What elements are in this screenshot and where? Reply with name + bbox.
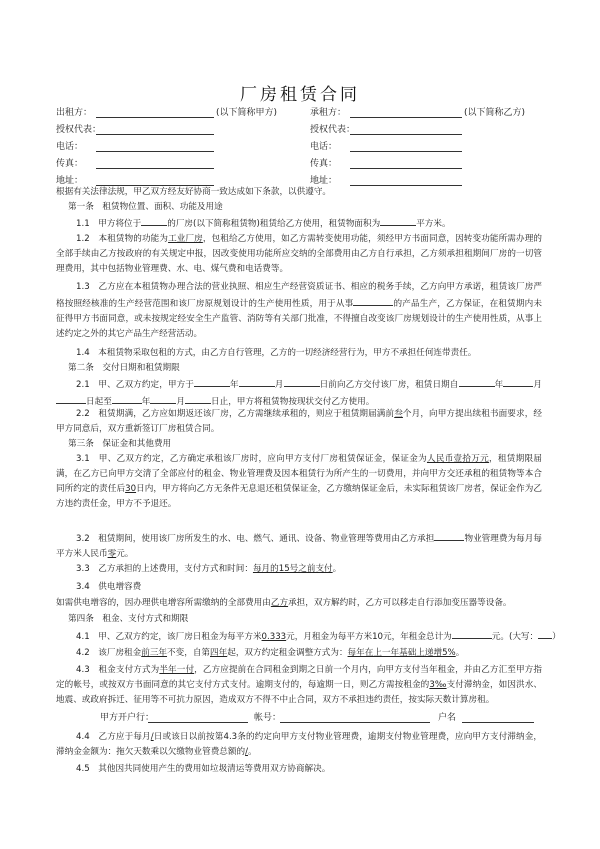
location-blank[interactable] (141, 215, 167, 226)
end-month-blank[interactable] (150, 393, 176, 404)
capacity-fee-payer: 乙方 (270, 598, 289, 608)
product-blank[interactable] (353, 295, 393, 306)
lessee-field (310, 107, 526, 119)
account-name-blank[interactable] (462, 722, 534, 723)
lessee-addr-label: 地址： (310, 176, 338, 186)
clause-4-2-a: 4.2 该厂房租金 (76, 648, 142, 658)
clause-4-2-d: 。 (455, 648, 465, 658)
clause-4-1 (76, 628, 561, 645)
refund-days: 30 (125, 484, 137, 494)
management-fee-value: 零 (107, 549, 117, 559)
clause-4-3 (56, 663, 542, 709)
end-day-blank[interactable] (185, 393, 211, 404)
clause-2-1-j: 日止，甲方将租赁物按现状交付乙方使用。 (211, 397, 375, 407)
bank-field (100, 712, 154, 724)
article-2-heading: 第二条 交付日期和租赁期限 (68, 363, 180, 373)
clause-1-2 (56, 232, 542, 278)
clause-4-3-c: 支付滞纳金，如因洪水、地震、或政府拆迁、征用等不可抗力原因，造成双方不得不中止合同，双方不承担违约责任，按实际天数计算房租。 (56, 680, 542, 705)
start-month-blank[interactable] (503, 376, 533, 387)
clause-4-3-a: 4.3 租金支付方式为 (76, 665, 160, 675)
clause-2-1-h: 年 (141, 397, 151, 407)
clause-2-1-e: 年 (494, 380, 504, 390)
clause-4-4-c: 。 (247, 747, 257, 757)
clause-4-1-c: 元。(大写： (491, 632, 539, 642)
lessor-phone-label: 电话： (56, 142, 84, 152)
account-name-field (438, 712, 456, 724)
annual-rent-blank[interactable] (452, 628, 492, 639)
article-1-heading: 第一条 租赁物位置、面积、功能及用途 (68, 202, 223, 212)
lessor-addr-label: 地址： (56, 176, 84, 186)
end-year-blank[interactable] (112, 393, 142, 404)
clause-2-1-b: 年 (229, 380, 239, 390)
lessee-fax-field (310, 158, 337, 170)
clause-2-2 (56, 407, 542, 437)
clause-3-4-a: 如需供电增容的，因办理供电增容所需缴纳的全部费用由 (56, 598, 271, 608)
renewal-months: 叁 (394, 409, 403, 419)
lessee-suffix: (以下简称乙方) (464, 108, 526, 118)
clause-3-2-b: 物业管理费为每月每平方米人民币 (56, 534, 542, 559)
payment-frequency: 半年一付 (159, 665, 195, 675)
document-title: 厂房租赁合同 (240, 85, 360, 105)
clause-2-1-d: 日前向乙方交付该厂房，租赁日期自 (319, 380, 459, 390)
clause-1-1-a: 1.1 甲方将位于 (76, 219, 142, 229)
function-value: 工业厂房 (168, 234, 203, 244)
clause-2-1 (56, 376, 542, 406)
clause-4-1-d: ） (552, 632, 561, 642)
lessee-blank[interactable] (350, 117, 462, 118)
fee-blank[interactable] (434, 530, 464, 541)
lessee-rep-field (310, 124, 355, 136)
clause-2-1-i: 月 (176, 397, 186, 407)
clause-4-1-a: 4.1 甲、乙双方约定，该厂房日租金为每平方米 (76, 632, 262, 642)
clause-2-2-b: 个月，向甲方提出续租书面要求，经甲方同意后，双方重新签订厂房租赁合同。 (56, 409, 542, 434)
clause-2-1-c: 月 (274, 380, 284, 390)
adjust-year: 四年 (210, 648, 228, 658)
clause-4-2-c: 起，双方约定租金调整方式为： (227, 648, 348, 658)
account-field (254, 712, 281, 724)
account-blank[interactable] (280, 722, 430, 723)
deliver-month-blank[interactable] (239, 376, 275, 387)
clause-4-2 (76, 646, 542, 661)
lessor-fax-label: 传真： (56, 159, 84, 169)
deposit-amount: 人民币壹拾万元 (426, 454, 490, 464)
start-year-blank[interactable] (459, 376, 495, 387)
bank-blank[interactable] (148, 722, 248, 723)
clause-3-2 (56, 530, 542, 560)
clause-4-4 (56, 730, 542, 760)
clause-1-1-b: 的厂房(以下简称租赁物)租赁给乙方使用，租赁物面积为 (167, 219, 381, 229)
clause-1-2-a: 1.2 本租赁物的功能为 (76, 234, 169, 244)
daily-rent-value: 0.333 (261, 632, 287, 642)
clause-2-1-a: 2.1 甲、乙双方约定，甲方于 (76, 380, 194, 390)
clause-3-2-a: 3.2 租赁期间，使用该厂房所发生的水、电、燃气、通讯、设备、物业管理等费用由乙方承担 (76, 534, 435, 544)
lessor-rep-label: 授权代表： (56, 125, 102, 135)
lessor-label: 出租方： (56, 108, 93, 118)
clause-1-3-a: 1.3 乙方应在本租赁物办理合法的营业执照、相应生产经营资质证书、相应的税务手续，乙方向甲方承诺，租赁该厂房严格按照经核准的生产经营范围和该厂房原规划设计的生产使用性质，用于从事 (56, 282, 542, 309)
clause-3-3 (76, 562, 541, 577)
clause-1-1-c: 平方米。 (416, 219, 451, 229)
lessor-rep-field (56, 124, 101, 136)
article-3-heading: 第三条 保证金和其他费用 (68, 439, 172, 449)
account-label: 帐号： (254, 713, 282, 723)
bank-label: 甲方开户行： (100, 713, 155, 723)
clause-3-1-a: 3.1 甲、乙双方约定，乙方确定承租该厂房时，应向甲方支付厂房租赁保证金，保证金为 (76, 454, 427, 464)
clause-3-4 (56, 596, 521, 611)
clause-3-4-b: 承担，双方解约时，乙方可以移走自行添加变压器等设备。 (288, 598, 512, 608)
clause-4-4-b: 日或该日以前按第4.3条的约定向甲方支付物业管理费，逾期支付物业管理费，应向甲方支付滞纳金，滞纳金金额为：拖欠天数乘以欠缴物业管费总额的 (56, 732, 543, 757)
clause-4-1-b: 元，月租金为每平方米10元，年租金总计为 (286, 632, 452, 642)
account-name-label: 户名 (438, 713, 457, 723)
lessee-rep-blank[interactable] (350, 134, 462, 135)
lessee-phone-label: 电话： (310, 142, 338, 152)
lessor-field (56, 107, 278, 119)
clause-1-2-b: ，包租给乙方使用，如乙方需转变使用功能，须经甲方书面同意，因转变功能所需办理的全部手续由乙方按政府的有关规定申报，因改变使用功能所应交纳的全部费用由乙方自行承担，乙方须承担租期间厂房的一切管理费用，其中包括物业管理费、水、电、煤气费和电话费等。 (56, 234, 542, 274)
lessee-fax-blank[interactable] (350, 168, 462, 169)
lessee-phone-field (310, 141, 337, 153)
lessor-phone-field (56, 141, 83, 153)
adjust-method: 每年在上一年基础上递增5% (347, 648, 456, 658)
clause-1-3-b: 的产品生产，乙方保证，在租赁期内未征得甲方书面同意，或未按规定经安全生产监管、消防等有关部门批准，不得擅自改变该厂房规划设计的生产使用性质，从事上述约定之外的其它产品生产经营活动。 (56, 299, 542, 339)
clause-2-1-f: 月 (533, 380, 542, 390)
clause-3-3-b: 。 (332, 564, 342, 574)
lessee-rep-label: 授权代表： (310, 125, 356, 135)
clause-4-2-b: 不变，自第 (167, 648, 211, 658)
clause-2-2-a: 2.2 租赁期满，乙方应如期返还该厂房，乙方需继续承租的，则应于租赁期届满前 (76, 409, 395, 419)
lessor-fax-field (56, 158, 83, 170)
lessor-blank[interactable] (96, 117, 214, 118)
clause-1-3 (56, 280, 542, 342)
clause-4-3-b: ，乙方应提前在合同租金到期之日前一个月内，向甲方支付当年租金，并由乙方汇至甲方指定的帐号，或按双方书面同意的其它支付方式支付。逾期支付的，每逾期一日，则乙方需按租金的 (56, 665, 542, 690)
lessor-phone-blank[interactable] (96, 151, 214, 152)
fee-late-rate: / (245, 747, 248, 757)
article-4-heading: 第四条 租金、支付方式和期限 (68, 614, 189, 624)
clause-2-1-g: 日起至 (86, 397, 112, 407)
clause-3-4-heading: 3.4 供电增容费 (76, 582, 142, 592)
clause-4-5: 4.5 其他因共同使用产生的费用如垃圾清运等费用双方协商解决。 (76, 764, 331, 774)
late-fee-rate: 3‰ (429, 680, 447, 690)
clause-3-1 (56, 452, 542, 528)
clause-1-4: 1.4 本租赁物采取包租的方式，由乙方自行管理，乙方的一切经济经营行为，甲方不承担任何连带责任。 (76, 348, 477, 358)
lessor-rep-blank[interactable] (96, 134, 214, 135)
lessee-fax-label: 传真： (310, 159, 338, 169)
clause-3-1-b: ，租赁期限届满，在乙方已向甲方交清了全部应付的租金、物业管理费及因本租赁行为所产生的一切费用，并向甲方交还承租的租赁物等本合同所约定的责任后 (56, 454, 542, 494)
clause-3-2-c: 元。 (116, 549, 134, 559)
start-day-blank[interactable] (56, 393, 86, 404)
area-blank[interactable] (380, 215, 416, 226)
annual-rent-words-blank[interactable] (538, 628, 552, 639)
fee-due-day: / (150, 732, 154, 742)
lessee-label: 承租方： (310, 108, 347, 118)
deliver-day-blank[interactable] (284, 376, 320, 387)
deliver-year-blank[interactable] (194, 376, 230, 387)
preamble: 根据有关法律法规，甲乙双方经友好协商一致达成如下条款，以供遵守。 (56, 187, 332, 197)
clause-3-3-a: 3.3 乙方承担的上述费用，支付方式和时间： (76, 564, 253, 574)
clause-4-4-a: 4.4 乙方应于每月 (76, 732, 151, 742)
lessor-fax-blank[interactable] (96, 168, 214, 169)
fixed-period: 前三年 (141, 648, 168, 658)
lessee-phone-blank[interactable] (350, 151, 462, 152)
clause-3-1-c: 日内，甲方将向乙方无条件无息退还租赁保证金，乙方缴纳保证金后，未实际租赁该厂房者，保证金作为乙方违约责任金，甲方不予退还。 (56, 484, 542, 509)
clause-1-1 (76, 215, 541, 232)
payment-time: 每月的15号之前支付 (252, 564, 333, 574)
lessor-suffix: (以下简称甲方) (216, 108, 278, 118)
